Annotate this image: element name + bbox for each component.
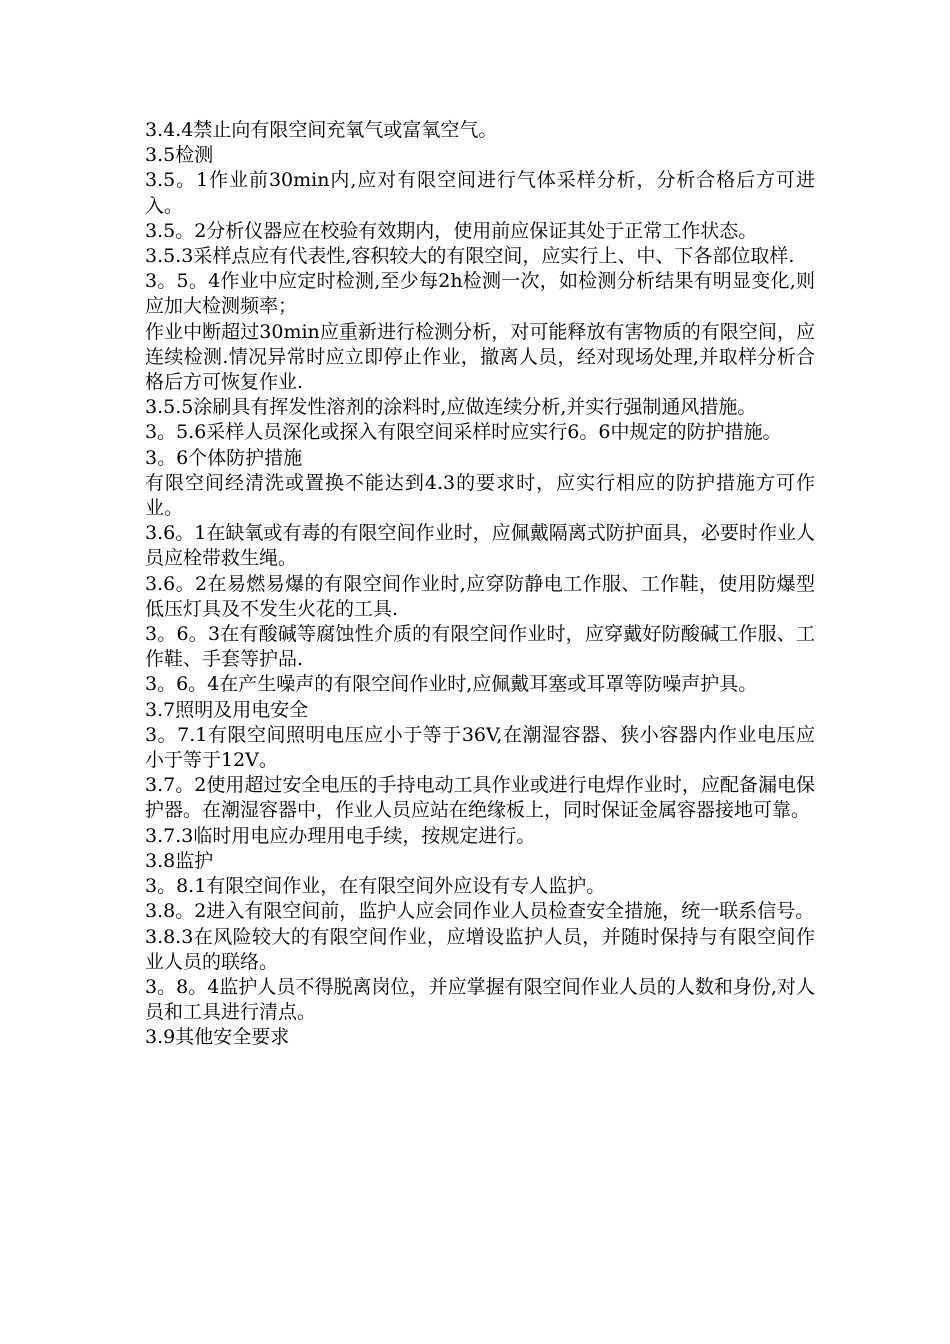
paragraph-3-8-2: 3.8。2进入有限空间前，监护人应会同作业人员检查安全措施，统一联系信号。 <box>145 900 815 923</box>
heading-3-9: 3.9其他安全要求 <box>145 1026 290 1049</box>
heading-3-8: 3.8监护 <box>145 849 214 872</box>
paragraph-3-6-intro: 有限空间经清洗或置换不能达到4.3的要求时，应实行相应的防护措施方可作业。 <box>145 471 815 520</box>
paragraph-3-5-2: 3.5。2分析仪器应在校验有效期内，使用前应保证其处于正常工作状态。 <box>145 219 758 242</box>
paragraph-3-7-2: 3.7。2使用超过安全电压的手持电动工具作业或进行电焊作业时，应配备漏电保护器。在潮湿容器中，作业人员应站在绝缘板上，同时保证金属容器接地可靠。 <box>145 774 815 822</box>
paragraph-3-8-3: 3.8.3在风险较大的有限空间作业，应增设监护人员，并随时保持与有限空间作业人员的联络。 <box>145 925 815 973</box>
paragraph-3-5-4-continued: 作业中断超过30min应重新进行检测分析，对可能释放有害物质的有限空间，应连续检测.情况异常时应立即停止作业，撤离人员，经对现场处理,并取样分析合格后方可恢复作业. <box>145 320 815 394</box>
paragraph-3-6-2: 3.6。2在易燃易爆的有限空间作业时,应穿防静电工作服、工作鞋，使用防爆型低压灯具及不发生火花的工具. <box>145 572 815 620</box>
paragraph-3-5-5: 3.5.5涂刷具有挥发性溶剂的涂料时,应做连续分析,并实行强制通风措施。 <box>145 396 757 419</box>
paragraph-3-5-3: 3.5.3采样点应有代表性,容积较大的有限空间，应实行上、中、下各部位取样. <box>145 245 795 268</box>
document-page <box>145 118 815 1051</box>
paragraph-3-5-1: 3.5。1作业前30min内,应对有限空间进行气体采样分析，分析合格后方可进入。 <box>145 169 815 217</box>
paragraph-3-7-3: 3.7.3临时用电应办理用电手续，按规定进行。 <box>145 824 536 847</box>
paragraph-3-8-4: 3。8。4监护人员不得脱离岗位，并应掌握有限空间作业人员的人数和身份,对人员和工具进行清点。 <box>145 975 815 1024</box>
paragraph-3-6-4: 3。6。4在产生噪声的有限空间作业时,应佩戴耳塞或耳罩等防噪声护具。 <box>145 673 758 696</box>
paragraph-3-7-1: 3。7.1有限空间照明电压应小于等于36V,在潮湿容器、狭小容器内作业电压应小于等于12V。 <box>145 723 815 772</box>
paragraph-3-5-4: 3。5。4作业中应定时检测,至少每2h检测一次，如检测分析结果有明显变化,则应加大检测频率； <box>145 270 815 318</box>
heading-3-7: 3.7照明及用电安全 <box>145 698 309 721</box>
paragraph-3-4-4: 3.4.4禁止向有限空间充氧气或富氧空气。 <box>145 119 498 141</box>
paragraph-3-8-1: 3。8.1有限空间作业，在有限空间外应设有专人监护。 <box>145 875 606 898</box>
heading-3-5: 3.5检测 <box>145 144 214 167</box>
paragraph-3-6-3: 3。6。3在有酸碱等腐蚀性介质的有限空间作业时，应穿戴好防酸碱工作服、工作鞋、手套等护品. <box>145 623 815 671</box>
heading-3-6: 3。6个体防护措施 <box>145 446 303 469</box>
paragraph-3-6-1: 3.6。1在缺氧或有毒的有限空间作业时，应佩戴隔离式防护面具，必要时作业人员应栓带救生绳。 <box>145 522 815 570</box>
paragraph-3-5-6: 3。5.6采样人员深化或探入有限空间采样时应实行6。6中规定的防护措施。 <box>145 421 782 444</box>
